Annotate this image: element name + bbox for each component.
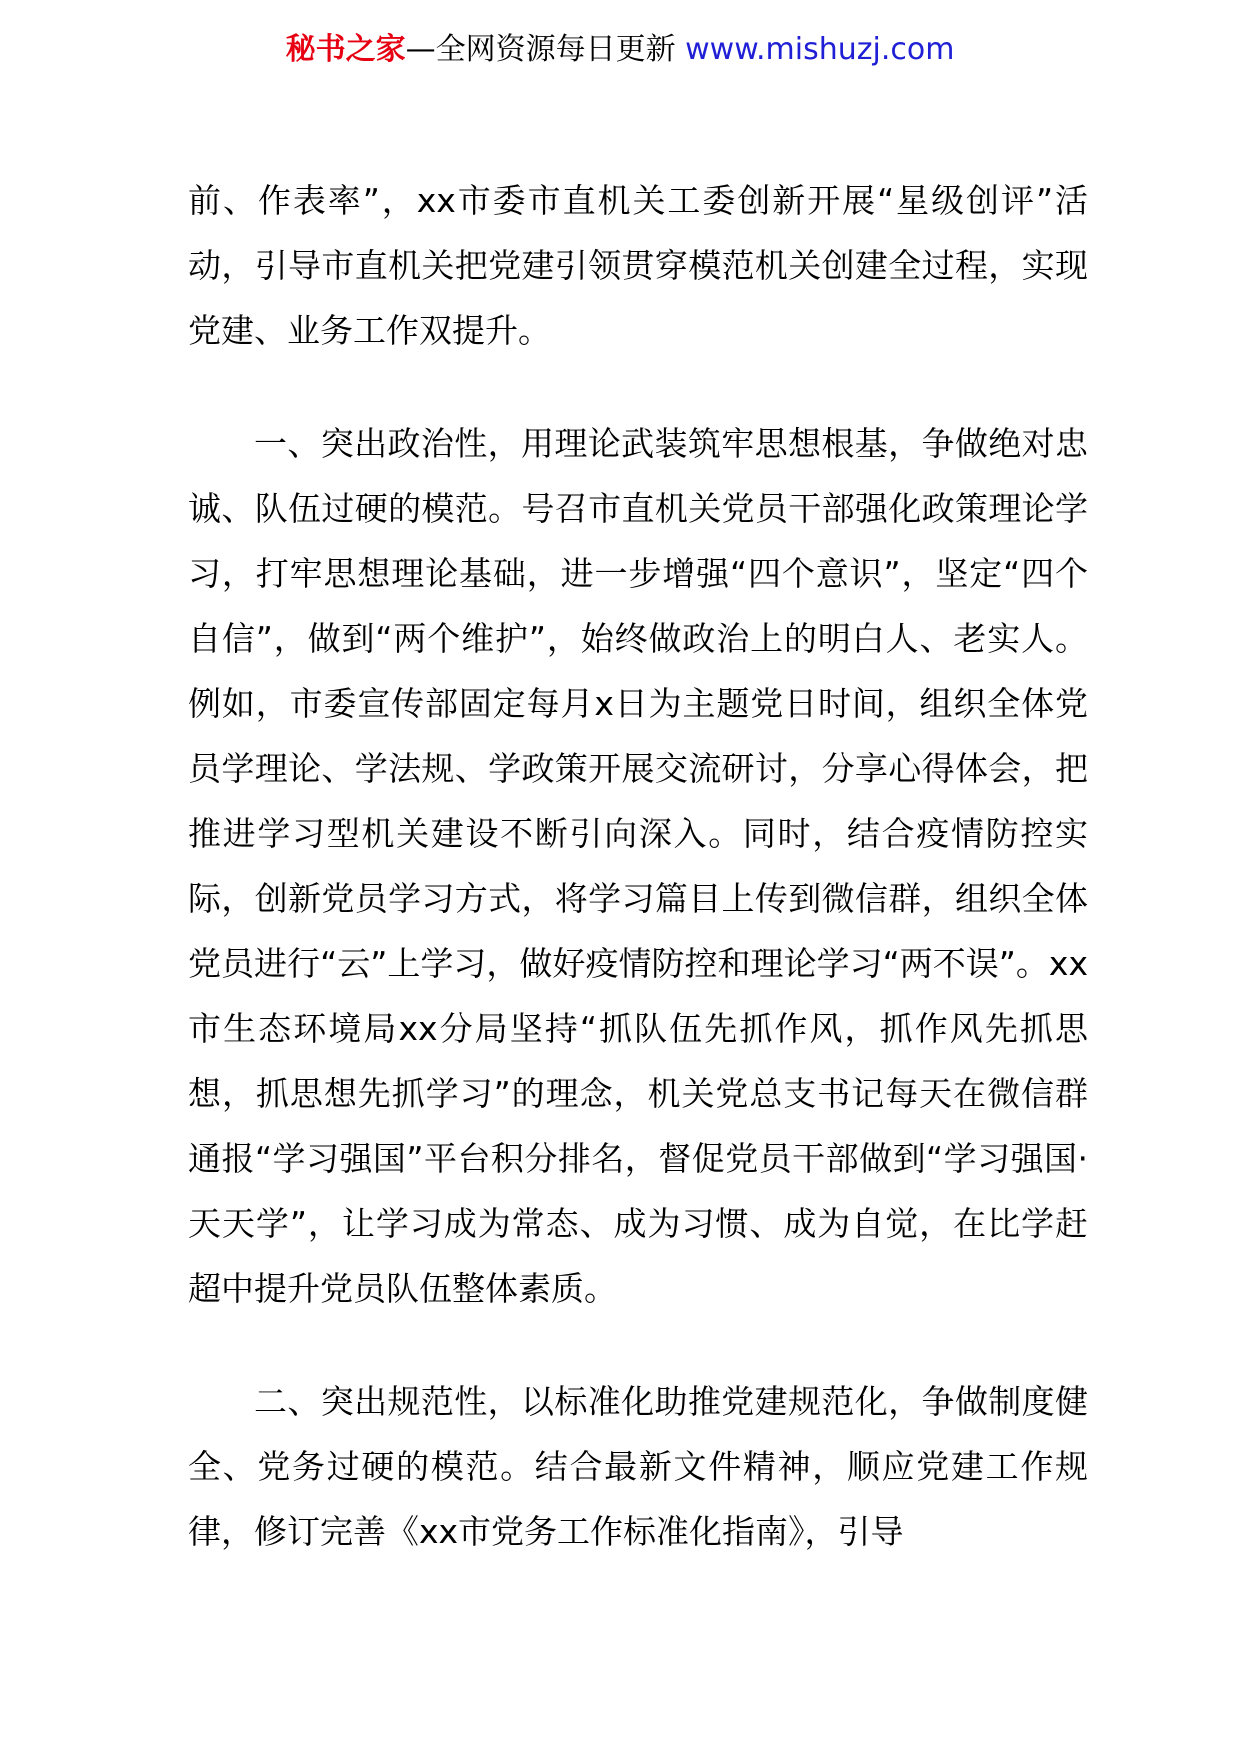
site-tagline: —全网资源每日更新	[405, 32, 676, 67]
paragraph-continuation: 前、作表率”，xx市委市直机关工委创新开展“星级创评”活动，引导市直机关把党建引领贯穿模范机关创建全过程，实现党建、业务工作双提升。	[188, 181, 1088, 350]
document-body	[188, 168, 1088, 1612]
site-url-link[interactable]: www.mishuzj.com	[685, 32, 955, 67]
page-header	[0, 30, 1240, 70]
paragraph-section-two: 二、突出规范性，以标准化助推党建规范化，争做制度健全、党务过硬的模范。结合最新文件精神，顺应党建工作规律，修订完善《xx市党务工作标准化指南》，引导	[188, 1382, 1088, 1551]
site-brand: 秘书之家	[285, 32, 406, 67]
paragraph-section-one: 一、突出政治性，用理论武装筑牢思想根基，争做绝对忠诚、队伍过硬的模范。号召市直机关党员干部强化政策理论学习，打牢思想理论基础，进一步增强“四个意识”，坚定“四个自信”，做到“两个维护”，始终做政治上的明白人、老实人。例如，市委宣传部固定每月x日为主题党日时间，组织全体党员学理论、学法规、学政策开展交流研讨，分享心得体会，把推进学习型机关建设不断引向深入。同时，结合疫情防控实际，创新党员学习方式，将学习篇目上传到微信群，组织全体党员进行“云”上学习，做好疫情防控和理论学习“两不误”。xx市生态环境局xx分局坚持“抓队伍先抓作风，抓作风先抓思想，抓思想先抓学习”的理念，机关党总支书记每天在微信群通报“学习强国”平台积分排名，督促党员干部做到“学习强国·天天学”，让学习成为常态、成为习惯、成为自觉，在比学赶超中提升党员队伍整体素质。	[188, 424, 1088, 1308]
